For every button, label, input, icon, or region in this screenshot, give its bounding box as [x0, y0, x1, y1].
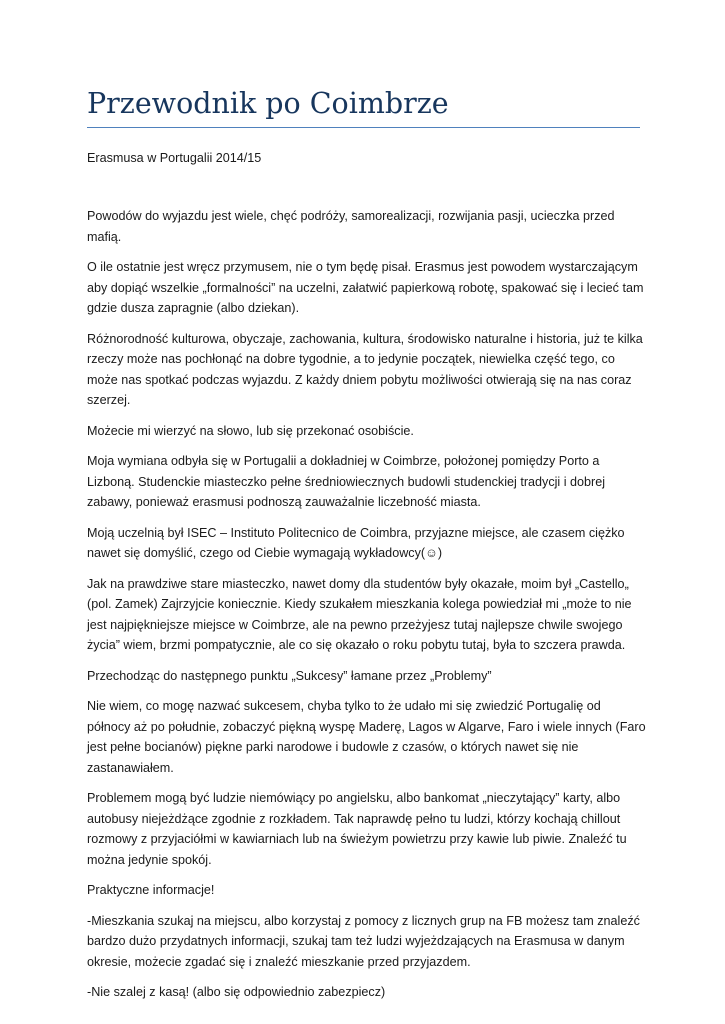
title-underline — [87, 127, 640, 128]
paragraph: Różnorodność kulturowa, obyczaje, zachowania, kultura, środowisko naturalne i historia, już te kilka rzeczy może nas pochłonąć na dobre tygodnie, a to jedynie początek, niewielka część tego, co może nas spotkać podczas wyjazdu. Z każdy dniem pobytu możliwości otwierają się na nas coraz szerzej. — [87, 331, 643, 407]
paragraph: Powodów do wyjazdu jest wiele, chęć podróży, samorealizacji, rozwijania pasji, ucieczka przed mafią. — [87, 209, 615, 244]
paragraph: Praktyczne informacje! — [87, 883, 215, 897]
paragraph: Możecie mi wierzyć na słowo, lub się przekonać osobiście. — [87, 423, 414, 438]
paragraph: O ile ostatnie jest wręcz przymusem, nie o tym będę pisał. Erasmus jest powodem wystarczającym aby dopiąć wszelkie „formalności” na uczelni, załatwić papierkową robotę, spakować się i lecieć tam gdzie dusza zapragnie (albo dziekan). — [87, 260, 644, 315]
document-body — [87, 206, 647, 1013]
paragraph: Problemem mogą być ludzie niemówiący po angielsku, albo bankomat „nieczytający” karty, albo autobusy niejeżdżące zgodnie z rozkładem. Tak naprawdę pełno tu ludzi, którzy kochają chillout rozmowy z przyjaciółmi w kawiarniach lub na świeżym powietrzu przy kawie lub piwie. Znaleźć tu można jedynie spokój. — [87, 791, 627, 867]
paragraph: Moją uczelnią był ISEC – Instituto Politecnico de Coimbra, przyjazne miejsce, ale czasem ciężko nawet się domyślić, czego od Ciebie wymagają wykładowcy(☺) — [87, 525, 625, 560]
paragraph: Przechodząc do następnego punktu „Sukcesy” łamane przez „Problemy” — [87, 668, 492, 683]
paragraph: -Nie szalej z kasą! (albo się odpowiednio zabezpiecz) — [87, 985, 386, 999]
document-subtitle: Erasmusa w Portugalii 2014/15 — [87, 151, 262, 165]
paragraph: Nie wiem, co mogę nazwać sukcesem, chyba tylko to że udało mi się zwiedzić Portugalię od północy aż po południe, zobaczyć piękną wyspę Maderę, Lagos w Algarve, Faro i wiele innych (Faro jest pełne bocianów) piękne parki narodowe i budowle z czasów, o których nawet się nie zastanawiałem. — [87, 699, 646, 775]
paragraph: Jak na prawdziwe stare miasteczko, nawet domy dla studentów były okazałe, moim był „Castello„ (pol. Zamek) Zajrzyjcie koniecznie. Kiedy szukałem mieszkania kolega powiedział mi „może to nie jest najpiękniejsze miejsce w Coimbrze, ale na pewno przeżyjesz tutaj najlepsze chwile swojego życia” wiem, brzmi pompatycznie, ale co się okazało o roku pobytu tutaj, była to szczera prawda. — [87, 576, 632, 652]
document-title: Przewodnik po Coimbrze — [87, 87, 449, 120]
paragraph: Moja wymiana odbyła się w Portugalii a dokładniej w Coimbrze, położonej pomiędzy Porto a Lizboną. Studenckie miasteczko pełne średniowiecznych budowli studenckiej tradycji i dobrej zabawy, ponieważ erasmusi podnoszą zauważalnie liczebność miasta. — [87, 454, 606, 509]
paragraph: -Mieszkania szukaj na miejscu, albo korzystaj z pomocy z licznych grup na FB możesz tam znaleźć bardzo dużo przydatnych informacji, szukaj tam też ludzi wyjeżdzających na Erasmusa w danym okresie, możecie zgadać się i znaleźć mieszkanie przed przyjazdem. — [87, 913, 640, 969]
